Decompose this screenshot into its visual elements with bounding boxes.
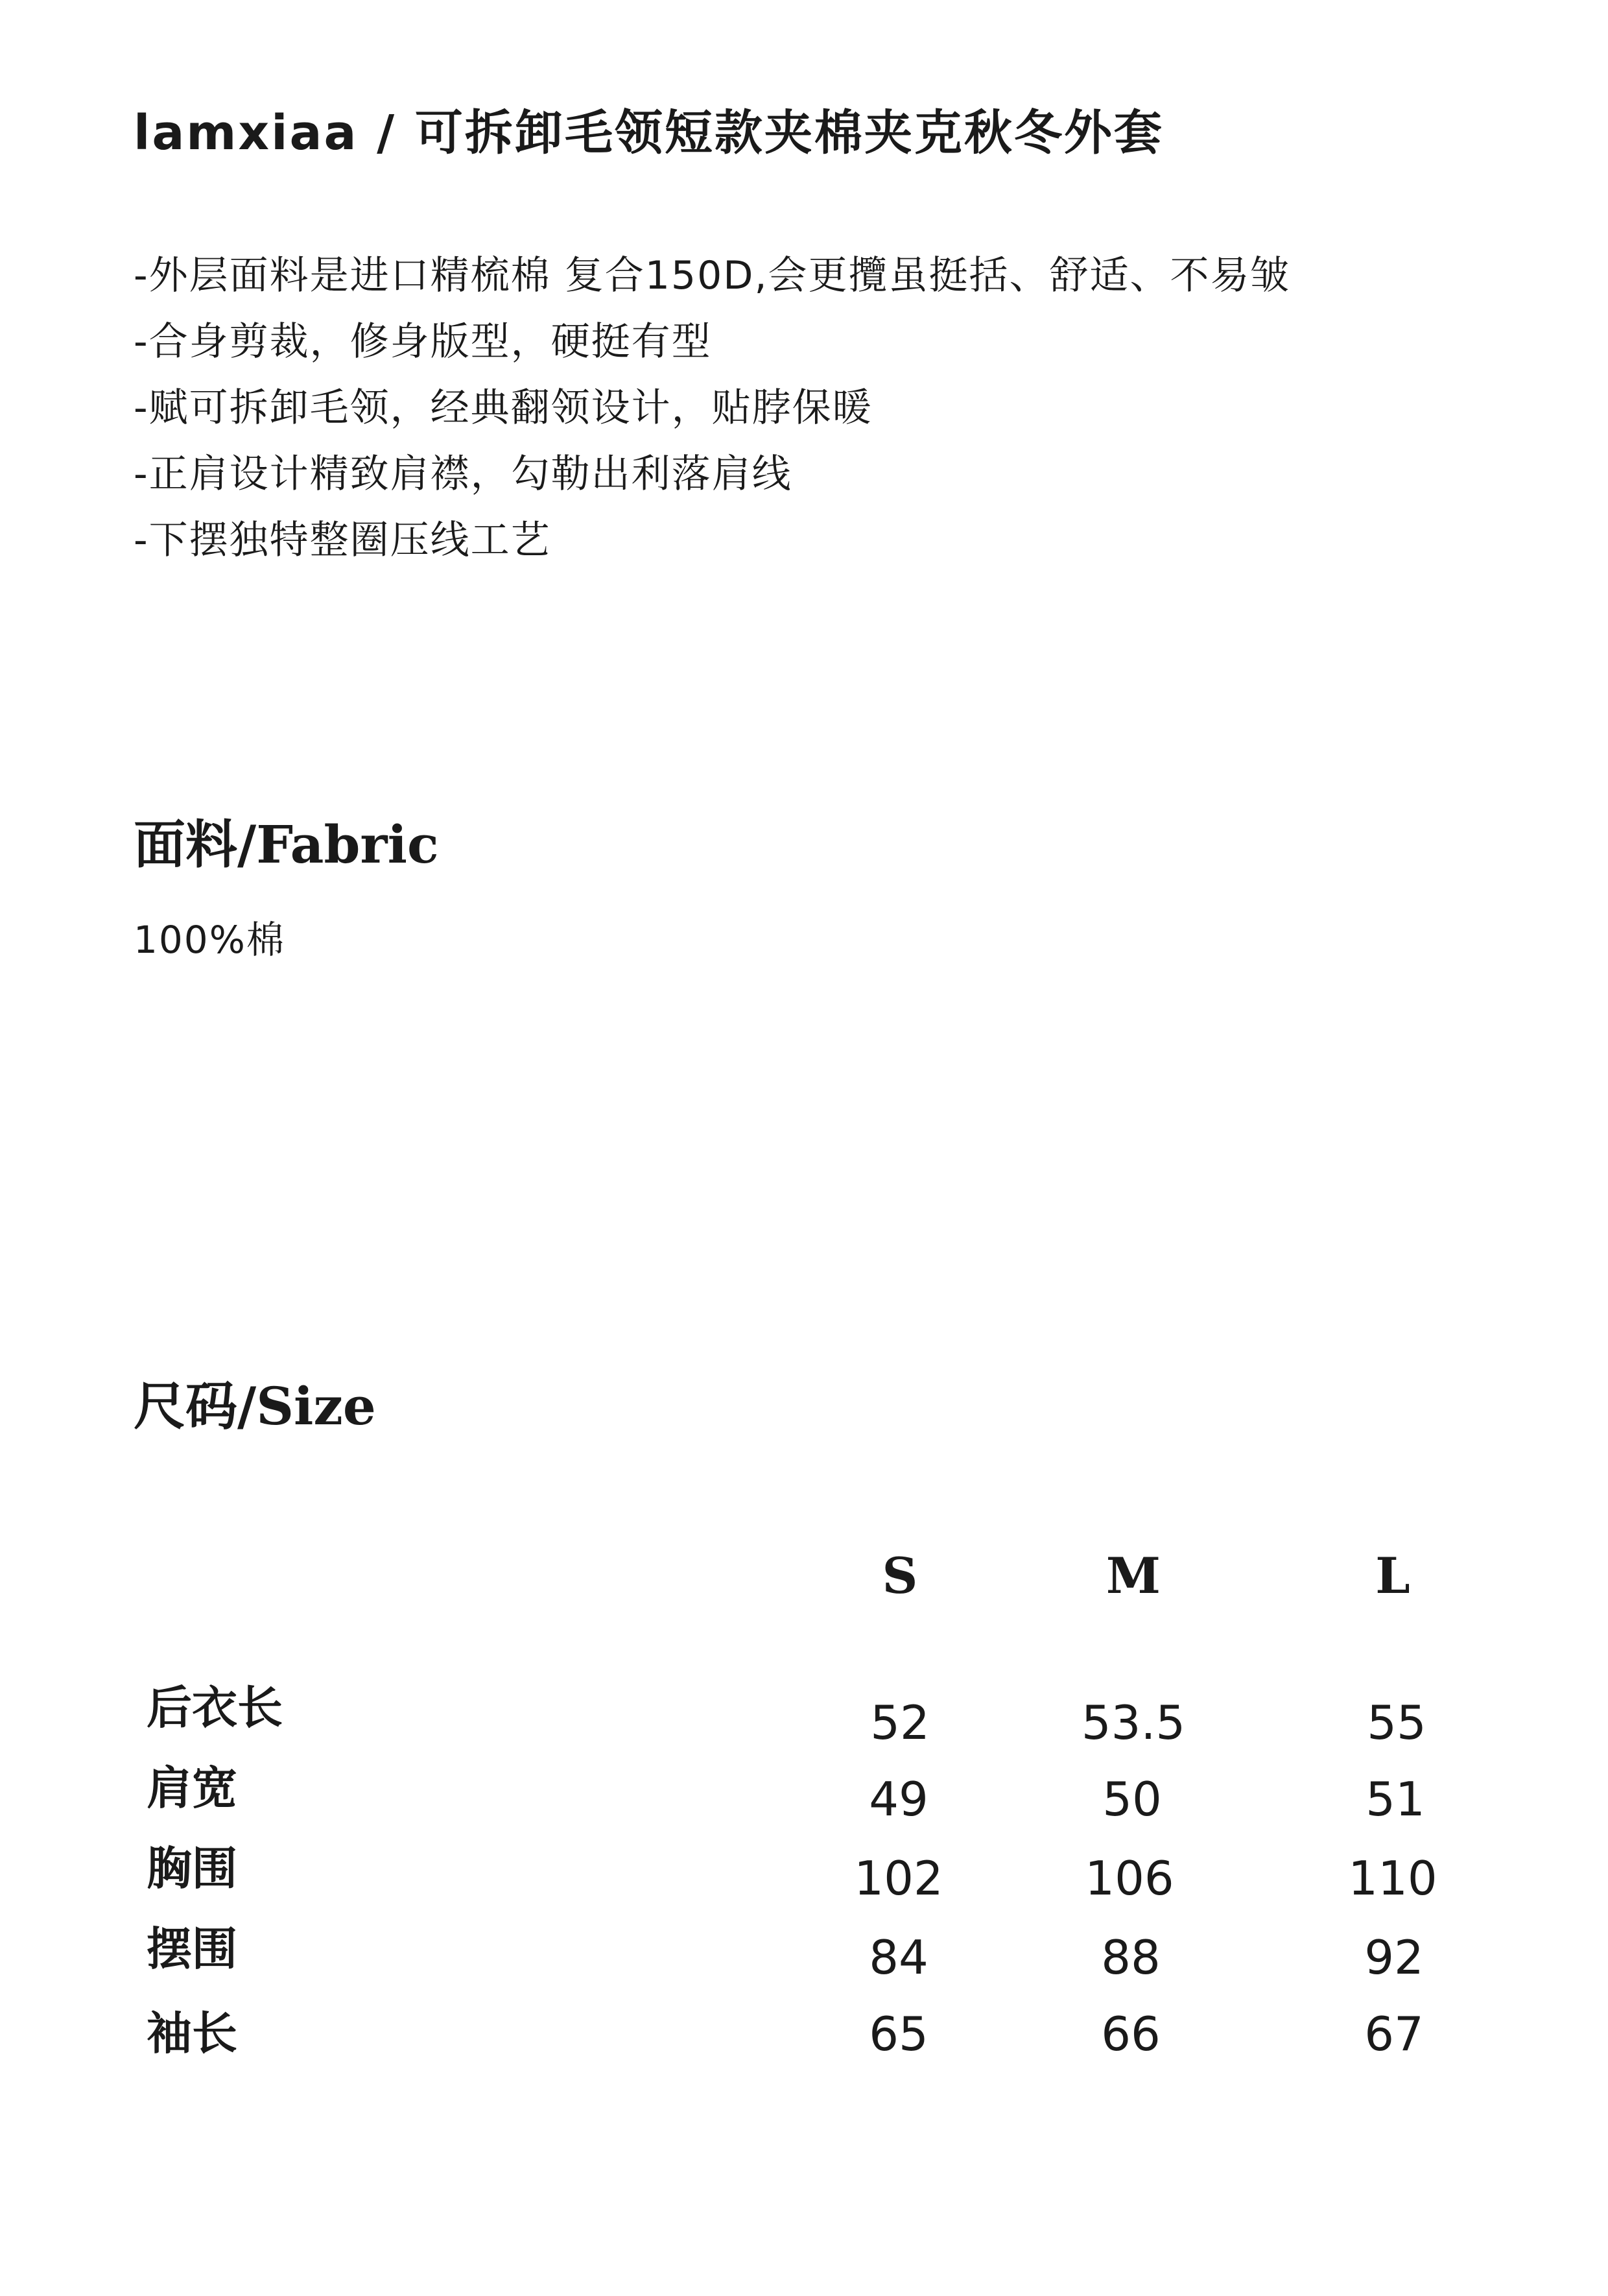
size-column-s: S (882, 1547, 918, 1605)
row-label-hem: 摆围 (147, 1922, 237, 1976)
table-cell: 102 (854, 1851, 943, 1906)
table-cell: 88 (1101, 1930, 1161, 1985)
size-column-l: L (1375, 1547, 1410, 1605)
table-cell: 110 (1348, 1851, 1437, 1906)
size-heading-cn: 尺码/ (134, 1376, 257, 1437)
table-cell: 84 (869, 1930, 928, 1985)
fabric-heading (134, 814, 439, 875)
table-cell: 92 (1364, 1930, 1424, 1985)
row-label-back-length: 后衣长 (147, 1681, 283, 1734)
table-cell: 65 (869, 2007, 928, 2061)
table-cell: 49 (869, 1772, 928, 1826)
table-cell: 51 (1366, 1772, 1425, 1826)
table-cell: 106 (1085, 1851, 1174, 1906)
feature-list (134, 243, 1291, 573)
row-label-chest: 胸围 (147, 1842, 237, 1895)
table-cell: 67 (1364, 2007, 1424, 2061)
table-cell: 55 (1367, 1695, 1426, 1750)
size-heading (134, 1376, 376, 1437)
feature-item: -合身剪裁，修身版型，硬挺有型 (134, 319, 712, 365)
feature-item: -下摆独特整圈压线工艺 (134, 518, 551, 563)
table-cell: 53.5 (1081, 1695, 1186, 1750)
fabric-heading-cn: 面料/ (134, 815, 257, 875)
row-label-shoulder: 肩宽 (147, 1762, 237, 1815)
product-title: lamxiaa / 可拆卸毛领短款夹棉夹克秋冬外套 (134, 105, 1164, 161)
fabric-composition: 100%棉 (134, 918, 285, 962)
feature-item: -外层面料是进口精梳棉 复合150D,会更攬虽挺括、舒适、不易皱 (134, 253, 1291, 298)
feature-item: -正肩设计精致肩襟，勾勒出利落肩线 (134, 451, 792, 497)
table-cell: 66 (1101, 2007, 1161, 2061)
table-cell: 52 (870, 1695, 930, 1750)
size-column-m: M (1106, 1547, 1161, 1605)
table-cell: 50 (1102, 1772, 1162, 1826)
row-label-sleeve: 袖长 (147, 2007, 237, 2060)
feature-item: -赋可拆卸毛领，经典翻领设计，贴脖保暖 (134, 385, 873, 431)
size-heading-en: Size (256, 1376, 376, 1437)
fabric-heading-en: Fabric (256, 814, 439, 875)
